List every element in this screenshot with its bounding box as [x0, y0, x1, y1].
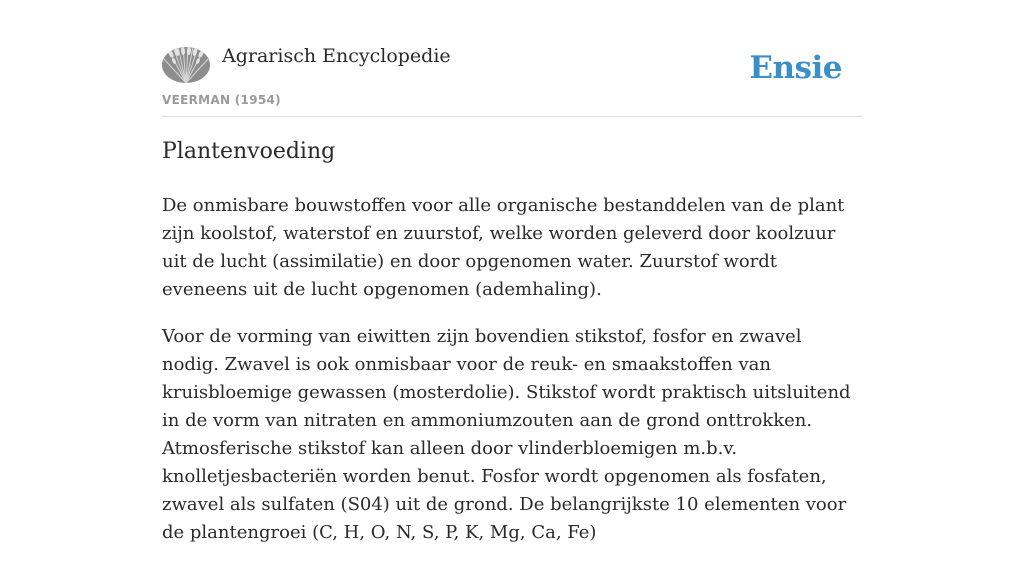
- wheat-sheaf-icon[interactable]: [162, 47, 210, 83]
- source-title[interactable]: Agrarisch Encyclopedie: [222, 45, 451, 67]
- source-meta: VEERMAN (1954): [162, 93, 281, 107]
- brand-logo[interactable]: Ensie: [749, 50, 842, 86]
- article-paragraph: Voor de vorming van eiwitten zijn bovendien stikstof, fosfor en zwavel nodig. Zwavel is ook onmisbaar voor de reuk- en smaakstoffen van kruisbloemige gewassen (mosterdolie). Stikstof wordt praktisch uitsluitend in de vorm van nitraten en ammoniumzouten aan de grond onttrokken. Atmosferische stikstof kan alleen door vlinderbloemigen m.b.v. knolletjesbacteriën worden benut. Fosfor wordt opgenomen als fosfaten, zwavel als sulfaten (S04) uit de grond. De belangrijkste 10 elementen voor de plantengroei (C, H, O, N, S, P, K, Mg, Ca, Fe): [162, 326, 851, 543]
- article-title: Plantenvoeding: [162, 139, 336, 164]
- article-body: [162, 192, 862, 566]
- article-paragraph: De onmisbare bouwstoffen voor alle organische bestanddelen van de plant zijn koolstof, waterstof en zuurstof, welke worden geleverd door koolzuur uit de lucht (assimilatie) en door opgenomen water. Zuurstof wordt eveneens uit de lucht opgenomen (ademhaling).: [162, 195, 845, 300]
- header: [162, 0, 862, 117]
